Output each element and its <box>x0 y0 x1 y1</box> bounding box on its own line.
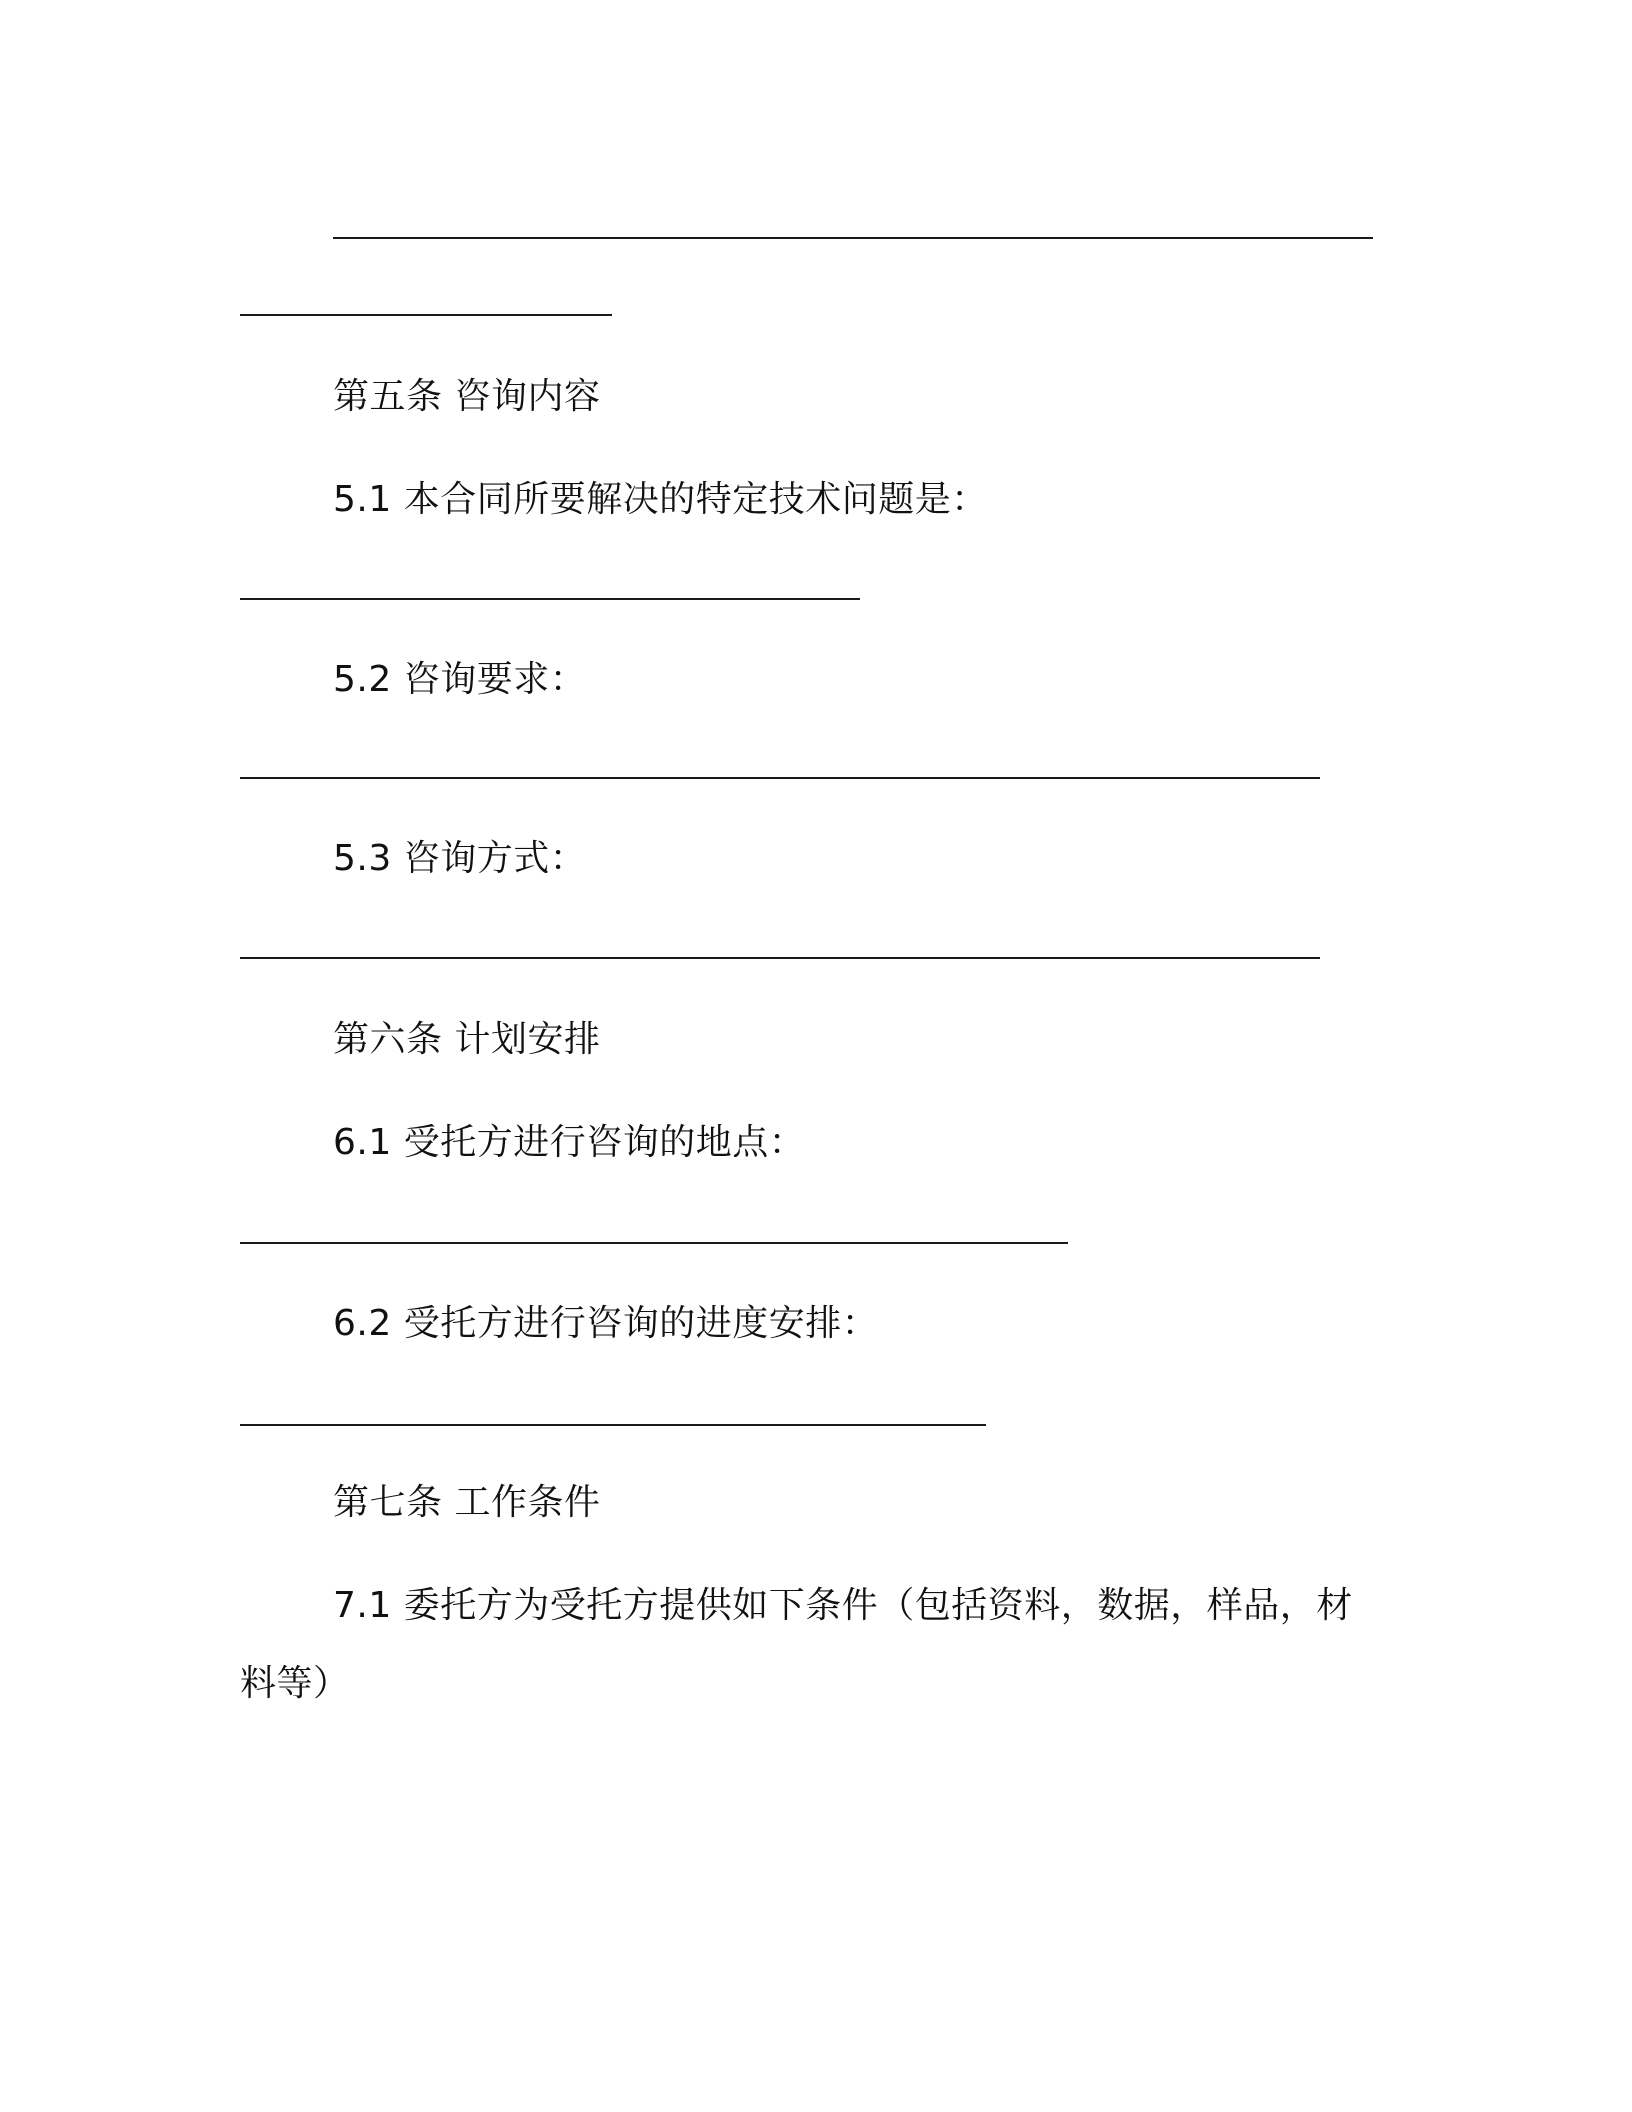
item-5-3-blank <box>240 957 1320 959</box>
item-5-2-blank <box>240 777 1320 779</box>
item-5-1-label: 5.1 本合同所要解决的特定技术问题是： <box>333 479 988 520</box>
item-7-1-line-2: 料等） <box>240 1663 350 1704</box>
item-7-1-line-1: 7.1 委托方为受托方提供如下条件（包括资料，数据，样品，材 <box>333 1585 1353 1626</box>
blank-line-top-2 <box>240 314 612 316</box>
item-6-1-blank <box>240 1242 1068 1244</box>
section-6-heading: 第六条 计划安排 <box>333 1019 601 1060</box>
item-5-2-label: 5.2 咨询要求： <box>333 659 587 700</box>
section-7-heading: 第七条 工作条件 <box>333 1482 601 1523</box>
section-5-heading: 第五条 咨询内容 <box>333 376 601 417</box>
blank-line-top-1 <box>333 237 1373 239</box>
item-6-2-label: 6.2 受托方进行咨询的进度安排： <box>333 1303 879 1344</box>
item-6-2-blank <box>240 1424 986 1426</box>
item-5-3-label: 5.3 咨询方式： <box>333 838 587 879</box>
item-6-1-label: 6.1 受托方进行咨询的地点： <box>333 1122 806 1163</box>
item-5-1-blank <box>240 598 860 600</box>
